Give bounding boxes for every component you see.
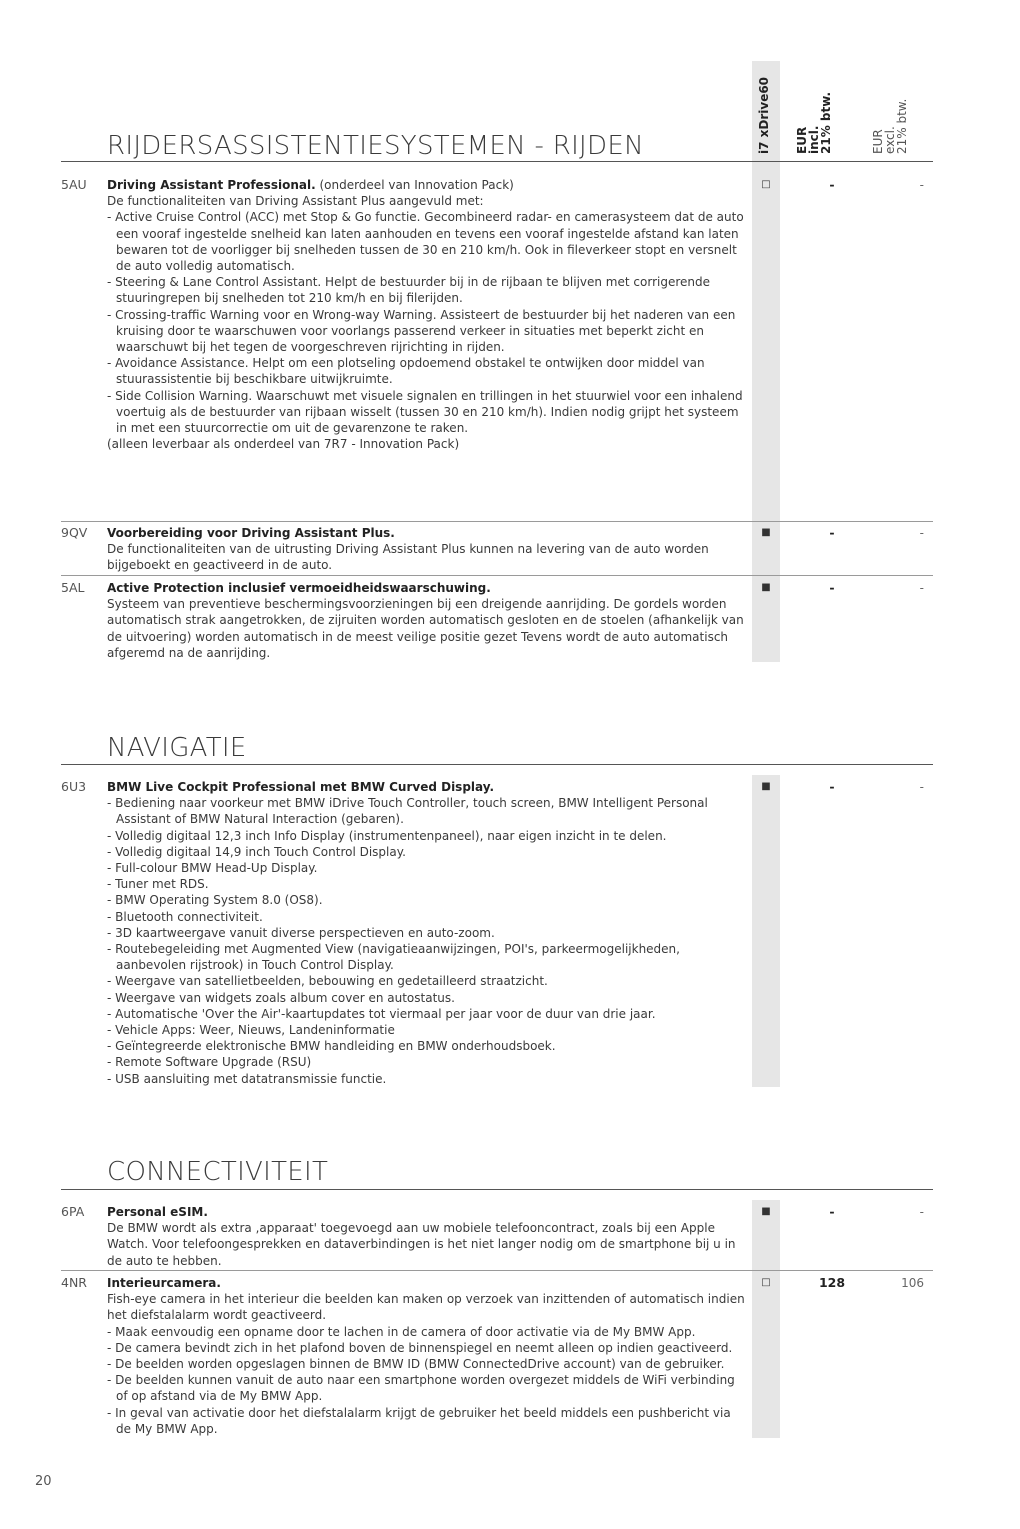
option-line: De functionaliteiten van Driving Assistant Plus aangevuld met: [107,194,484,209]
availability-column-band [752,775,780,1087]
option-line: - Routebegeleiding met Augmented View (navigatieaanwijzingen, POI's, parkeermogelijkheden, aanbevolen rijstrook) in Touch Control Display. [107,942,680,973]
availability-standard-icon: ■ [761,1206,771,1217]
price-incl: - [829,580,835,595]
option-line: - Full-colour BMW Head-Up Display. [107,861,318,876]
option-line: - Volledig digitaal 12,3 inch Info Display (instrumentenpaneel), naar eigen inzicht in te delen. [107,828,667,843]
section-rule [61,161,933,162]
option-line: - Active Cruise Control (ACC) met Stop & Go functie. Gecombineerd radar- en camerasysteem dat de auto een vooraf ingestelde snelheid kan laten aanhouden en tevens een vooraf ingestelde afstand kan laten bewaren tot de voorligger bij snelheden tussen de 30 en 210 km/h. Ook in fileverkeer stopt en versnelt de auto volledig automatisch. [107,210,744,274]
section-rule [61,1189,933,1190]
option-line: - De beelden worden opgeslagen binnen de BMW ID (BMW ConnectedDrive account) van de gebruiker. [107,1357,725,1372]
option-line: - Crossing-traffic Warning voor en Wrong-way Warning. Assisteert de bestuurder bij het naderen van een kruising door te waarschuwen voor voorlangs passerend verkeer in situaties met beperkt zicht en waarschuwt bij het tegen de voorgeschreven rijrichting in rijden. [107,307,736,355]
section-title: NAVIGATIE [107,733,247,763]
option-line: Systeem van preventieve beschermingsvoorzieningen bij een dreigende aanrijding. De gordels worden automatisch strak aangetrokken, de zijruiten worden automatisch gesloten en de stoelen (afhankelijk van de uitvoering) worden automatisch in de meest veilige positie gezet Tevens wordt de auto automatisch afgeremd na de aanrijding. [107,597,744,660]
option-description [107,580,747,661]
price-excl: - [919,581,924,595]
option-line: - De camera bevindt zich in het plafond boven de binnenspiegel en neemt alleen op indien geactiveerd. [107,1340,733,1355]
option-line: - BMW Operating System 8.0 (OS8). [107,893,323,908]
option-line: - De beelden kunnen vanuit de auto naar een smartphone worden overgezet middels de WiFi verbinding of op afstand via de My BMW App. [107,1373,735,1404]
item-divider [61,575,933,576]
option-line: - Geïntegreerde elektronische BMW handleiding en BMW onderhoudsboek. [107,1039,556,1054]
option-description [107,177,747,452]
option-description [107,1275,747,1437]
option-description [107,779,747,1087]
page-number: 20 [35,1474,52,1489]
availability-optional-icon: □ [761,1277,771,1288]
option-title: BMW Live Cockpit Professional met BMW Curved Display. [107,780,495,794]
availability-column-band [752,1200,780,1438]
section-title: RIJDERSASSISTENTIESYSTEMEN - RIJDEN [107,131,644,161]
price-incl: - [829,779,835,794]
option-description [107,1204,747,1269]
option-line: - Maak eenvoudig een opname door te lachen in de camera of door activatie via de My BMW App. [107,1324,696,1339]
price-excl: - [919,526,924,540]
option-code: 4NR [61,1275,87,1290]
option-line: (alleen leverbaar als onderdeel van 7R7 - Innovation Pack) [107,437,460,452]
availability-standard-icon: ■ [761,582,771,593]
section-title: CONNECTIVITEIT [107,1157,329,1187]
price-excl: - [919,780,924,794]
price-incl: - [829,1204,835,1219]
option-title: Driving Assistant Professional. [107,178,316,192]
option-line: - Weergave van widgets zoals album cover en autostatus. [107,990,455,1005]
availability-optional-icon: □ [761,179,771,190]
option-code: 5AU [61,177,87,192]
column-header-price-incl: EUR incl. 21% btw. [795,91,833,154]
option-title: Active Protection inclusief vermoeidheidswaarschuwing. [107,581,491,595]
option-line: - Steering & Lane Control Assistant. Helpt de bestuurder bij in de rijbaan te blijven met corrigerende stuuringrepen bij snelheden tot 210 km/h en bij filerijden. [107,275,710,306]
item-divider [61,1270,933,1271]
price-excl: - [919,1205,924,1219]
item-divider [61,521,933,522]
option-line: - Weergave van satellietbeelden, bebouwing en gedetailleerd straatzicht. [107,974,548,989]
availability-standard-icon: ■ [761,781,771,792]
option-title: Personal eSIM. [107,1205,208,1219]
option-line: - Tuner met RDS. [107,877,209,892]
option-line: - USB aansluiting met datatransmissie functie. [107,1071,387,1086]
column-header-model: i7 xDrive60 [757,76,771,154]
price-incl: - [829,525,835,540]
option-title: Interieurcamera. [107,1276,221,1290]
option-line: - Volledig digitaal 14,9 inch Touch Control Display. [107,844,406,859]
price-excl: 106 [901,1276,924,1290]
option-title: Voorbereiding voor Driving Assistant Plus. [107,526,395,540]
option-line: - Remote Software Upgrade (RSU) [107,1055,312,1070]
option-line: - 3D kaartweergave vanuit diverse perspectieven en auto-zoom. [107,925,495,940]
option-line: - Bediening naar voorkeur met BMW iDrive Touch Controller, touch screen, BMW Intelligent Personal Assistant of BMW Natural Interaction (gebaren). [107,796,708,827]
price-excl: - [919,178,924,192]
option-line: De BMW wordt als extra ‚apparaat' toegevoegd aan uw mobiele telefooncontract, zoals bij een Apple Watch. Voor telefoongesprekken en dataverbindingen is het niet langer nodig om de smartphone bij u in de auto te hebben. [107,1221,736,1268]
section-rule [61,764,933,765]
price-incl: 128 [818,1275,846,1290]
option-code: 6U3 [61,779,87,794]
option-title-note: (onderdeel van Innovation Pack) [315,178,514,192]
option-line: - Automatische 'Over the Air'-kaartupdates tot viermaal per jaar voor de duur van drie jaar. [107,1006,656,1021]
option-code: 6PA [61,1204,85,1219]
option-line: De functionaliteiten van de uitrusting Driving Assistant Plus kunnen na levering van de auto worden bijgeboekt en geactiveerd in de auto. [107,542,709,573]
option-line: - Vehicle Apps: Weer, Nieuws, Landeninformatie [107,1023,395,1038]
column-header-price-excl: EUR excl. 21% btw. [871,98,909,154]
option-code: 5AL [61,580,85,595]
price-incl: - [829,177,835,192]
option-line: Fish-eye camera in het interieur die beelden kan maken op verzoek van inzittenden of automatisch indien het diefstalalarm wordt geactiveerd. [107,1292,745,1323]
option-line: - Avoidance Assistance. Helpt om een plotseling opdoemend obstakel te ontwijken door middel van stuurassistentie bij beschikbare uitwijkruimte. [107,356,705,387]
option-line: - Bluetooth connectiviteit. [107,909,263,924]
availability-standard-icon: ■ [761,527,771,538]
option-description [107,525,747,574]
option-line: - Side Collision Warning. Waarschuwt met visuele signalen en trillingen in het stuurwiel voor een inhalend voertuig als de bestuurder van rijbaan wisselt (tussen 30 en 210 km/h). Indien nodig grijpt het systeem in met een stuurcorrectie om uit de gevarenzone te raken. [107,388,743,436]
option-line: - In geval van activatie door het diefstalalarm krijgt de gebruiker het beeld middels een pushbericht via de My BMW App. [107,1405,731,1436]
option-code: 9QV [61,525,88,540]
